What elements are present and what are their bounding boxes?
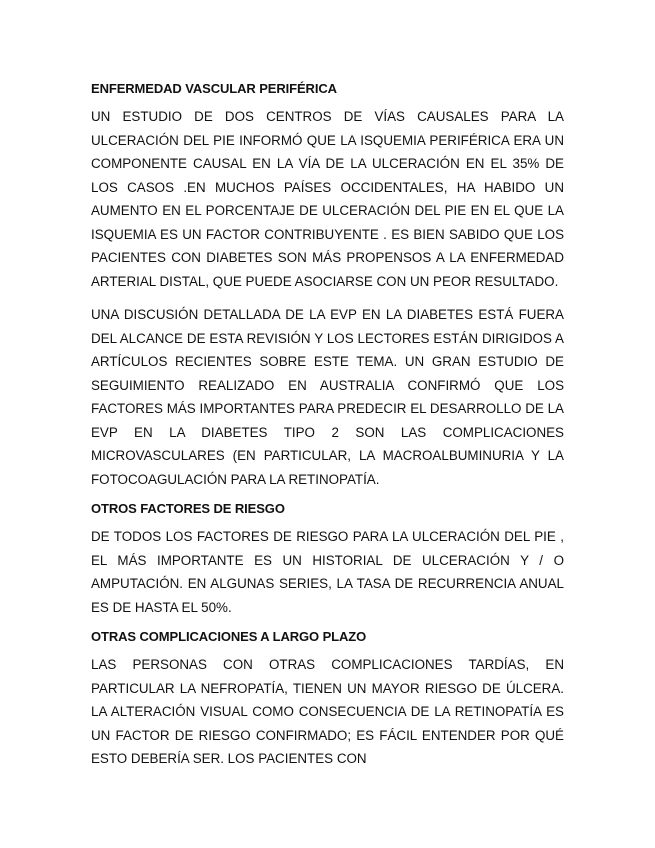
paragraph: LAS PERSONAS CON OTRAS COMPLICACIONES TARDÍAS, EN PARTICULAR LA NEFROPATÍA, TIENEN UN MAYOR RIESGO DE ÚLCERA. LA ALTERACIÓN VISUAL COMO CONSECUENCIA DE LA RETINOPATÍA ES UN FACTOR DE RIESGO CONFIRMADO; ES FÁCIL ENTENDER POR QUÉ ESTO DEBERÍA SER. LOS PACIENTES CON [91,657,564,766]
section-heading-other-risk-factors: OTROS FACTORES DE RIESGO [91,501,285,516]
document-page [91,81,564,771]
section-heading-long-term-complications: OTRAS COMPLICACIONES A LARGO PLAZO [91,629,367,644]
paragraph: UN ESTUDIO DE DOS CENTROS DE VÍAS CAUSALES PARA LA ULCERACIÓN DEL PIE INFORMÓ QUE LA ISQUEMIA PERIFÉRICA ERA UN COMPONENTE CAUSAL EN LA VÍA DE LA ULCERACIÓN EN EL 35% DE LOS CASOS .EN MUCHOS PAÍSES OCCIDENTALES, HA HABIDO UN AUMENTO EN EL PORCENTAJE DE ULCERACIÓN DEL PIE EN EL QUE LA ISQUEMIA ES UN FACTOR CONTRIBUYENTE . ES BIEN SABIDO QUE LOS PACIENTES CON DIABETES SON MÁS PROPENSOS A LA ENFERMEDAD ARTERIAL DISTAL, QUE PUEDE ASOCIARSE CON UN PEOR RESULTADO. [91,109,564,289]
paragraph: DE TODOS LOS FACTORES DE RIESGO PARA LA ULCERACIÓN DEL PIE , EL MÁS IMPORTANTE ES UN HISTORIAL DE ULCERACIÓN Y / O AMPUTACIÓN. EN ALGUNAS SERIES, LA TASA DE RECURRENCIA ANUAL ES DE HASTA EL 50%. [91,529,564,615]
section-heading-peripheral-vascular: ENFERMEDAD VASCULAR PERIFÉRICA [91,81,337,96]
paragraph: UNA DISCUSIÓN DETALLADA DE LA EVP EN LA DIABETES ESTÁ FUERA DEL ALCANCE DE ESTA REVISIÓN Y LOS LECTORES ESTÁN DIRIGIDOS A ARTÍCULOS RECIENTES SOBRE ESTE TEMA. UN GRAN ESTUDIO DE SEGUIMIENTO REALIZADO EN AUSTRALIA CONFIRMÓ QUE LOS FACTORES MÁS IMPORTANTES PARA PREDECIR EL DESARROLLO DE LA EVP EN LA DIABETES TIPO 2 SON LAS COMPLICACIONES MICROVASCULARES (EN PARTICULAR, LA MACROALBUMINURIA Y LA FOTOCOAGULACIÓN PARA LA RETINOPATÍA. [91,307,564,487]
